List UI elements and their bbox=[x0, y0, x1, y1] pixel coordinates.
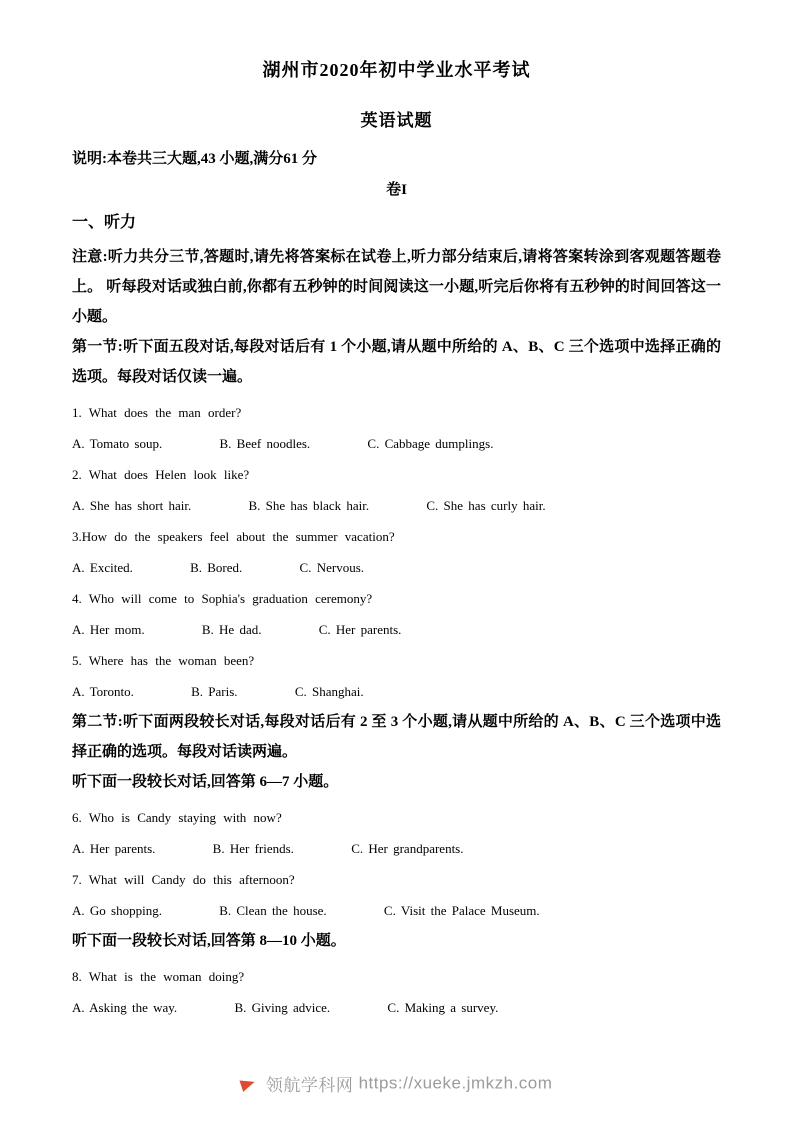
question-6-option-b: B. Her friends. bbox=[212, 841, 294, 856]
question-2-option-c: C. She has curly hair. bbox=[426, 498, 546, 513]
question-6-option-a: A. Her parents. bbox=[72, 841, 156, 856]
question-1-option-c: C. Cabbage dumplings. bbox=[367, 436, 494, 451]
exam-note: 说明:本卷共三大题,43 小题,满分61 分 bbox=[72, 151, 317, 167]
question-1-text: 1. What does the man order? bbox=[72, 405, 242, 420]
question-6 bbox=[72, 802, 721, 864]
question-7-option-b: B. Clean the house. bbox=[219, 903, 327, 918]
question-7-options bbox=[72, 895, 721, 926]
watermark-url: https://xueke.jmkzh.com bbox=[358, 1073, 553, 1093]
section-listening-heading: 一、听力 bbox=[72, 214, 137, 231]
question-6-options bbox=[72, 833, 721, 864]
question-5-option-a: A. Toronto. bbox=[72, 684, 134, 699]
question-1-option-a: A. Tomato soup. bbox=[72, 436, 163, 451]
question-4-option-c: C. Her parents. bbox=[318, 622, 402, 637]
question-8-options bbox=[72, 992, 721, 1023]
question-7 bbox=[72, 864, 721, 926]
question-1-option-b: B. Beef noodles. bbox=[219, 436, 311, 451]
question-5 bbox=[72, 645, 721, 707]
question-3-option-a: A. Excited. bbox=[72, 560, 133, 575]
listening-notice: 注意:听力共分三节,答题时,请先将答案标在试卷上,听力部分结束后,请将答案转涂到客观题答题卷上。 听每段对话或独白前,你都有五秒钟的时间阅读这一小题,听完后你将有五秒钟的时间回答这一小题。 bbox=[72, 249, 721, 325]
question-3 bbox=[72, 521, 721, 583]
question-3-option-b: B. Bored. bbox=[190, 560, 243, 575]
question-8-option-b: B. Giving advice. bbox=[234, 1000, 331, 1015]
question-1-options bbox=[72, 428, 721, 459]
volume-label: 卷I bbox=[386, 182, 407, 198]
question-7-text: 7. What will Candy do this afternoon? bbox=[72, 872, 295, 887]
question-2-text: 2. What does Helen look like? bbox=[72, 467, 250, 482]
dialog1-header: 听下面一段较长对话,回答第 6—7 小题。 bbox=[72, 774, 339, 790]
question-7-option-a: A. Go shopping. bbox=[72, 903, 162, 918]
question-4-option-b: B. He dad. bbox=[201, 622, 262, 637]
question-4-options bbox=[72, 614, 721, 645]
question-4-option-a: A. Her mom. bbox=[72, 622, 145, 637]
part2-instructions: 第二节:听下面两段较长对话,每段对话后有 2 至 3 个小题,请从题中所给的 A、B、C 三个选项中选择正确的选项。每段对话读两遍。 bbox=[72, 714, 721, 760]
watermark-logo-icon bbox=[239, 1076, 256, 1092]
question-8-text: 8. What is the woman doing? bbox=[72, 969, 245, 984]
question-1 bbox=[72, 397, 721, 459]
question-6-text: 6. Who is Candy staying with now? bbox=[72, 810, 282, 825]
question-5-option-c: C. Shanghai. bbox=[294, 684, 364, 699]
question-8 bbox=[72, 961, 721, 1023]
question-6-option-c: C. Her grandparents. bbox=[351, 841, 464, 856]
question-4-text: 4. Who will come to Sophia's graduation ceremony? bbox=[72, 591, 373, 606]
question-7-option-c: C. Visit the Palace Museum. bbox=[383, 903, 540, 918]
question-2-option-a: A. She has short hair. bbox=[72, 498, 192, 513]
question-5-options bbox=[72, 676, 721, 707]
question-8-option-a: A. Asking the way. bbox=[72, 1000, 178, 1015]
question-5-option-b: B. Paris. bbox=[191, 684, 238, 699]
question-3-text: 3.How do the speakers feel about the summer vacation? bbox=[72, 529, 395, 544]
dialog2-header: 听下面一段较长对话,回答第 8—10 小题。 bbox=[72, 933, 346, 949]
question-3-options bbox=[72, 552, 721, 583]
question-2 bbox=[72, 459, 721, 521]
question-4 bbox=[72, 583, 721, 645]
question-3-option-c: C. Nervous. bbox=[299, 560, 365, 575]
part1-instructions: 第一节:听下面五段对话,每段对话后有 1 个小题,请从题中所给的 A、B、C 三个选项中选择正确的选项。每段对话仅读一遍。 bbox=[72, 339, 721, 385]
question-2-options bbox=[72, 490, 721, 521]
question-5-text: 5. Where has the woman been? bbox=[72, 653, 255, 668]
exam-subtitle: 英语试题 bbox=[360, 111, 433, 130]
question-2-option-b: B. She has black hair. bbox=[248, 498, 370, 513]
watermark bbox=[0, 1071, 793, 1096]
exam-title: 湖州市2020年初中学业水平考试 bbox=[262, 60, 531, 80]
question-8-option-c: C. Making a survey. bbox=[387, 1000, 499, 1015]
watermark-site-name: 领航学科网 bbox=[265, 1076, 354, 1095]
